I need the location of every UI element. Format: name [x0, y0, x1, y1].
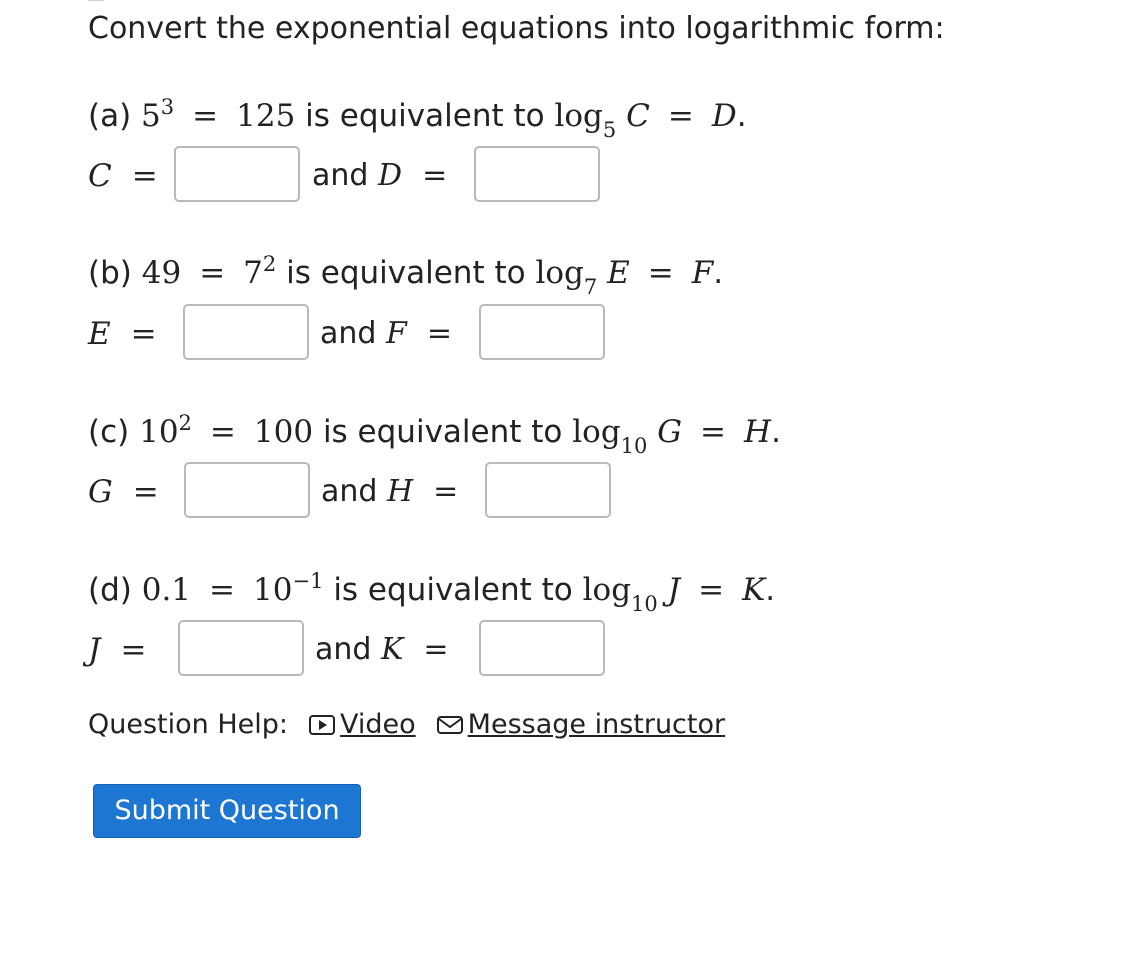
- part-a-label: (a): [88, 98, 132, 134]
- part-d-rhs: $10^{-1}$: [253, 569, 324, 608]
- part-a-rhs: 125: [236, 98, 296, 134]
- part-a-second-label: and D =: [312, 158, 448, 193]
- part-b-arg: E: [607, 255, 630, 291]
- part-b-result: F: [691, 255, 714, 291]
- part-c-g-input[interactable]: [184, 462, 310, 518]
- question-help: [88, 705, 725, 745]
- top-divider: [88, 0, 104, 1]
- part-a-arg: C: [626, 98, 650, 134]
- question-header: Convert the exponential equations into logarithmic form:: [88, 11, 945, 46]
- part-b-f-input[interactable]: [479, 304, 605, 360]
- part-c-statement: (c) $10^2 = 100$ is equivalent to $\log_{10} G = H$.: [88, 411, 781, 458]
- part-a-statement: (a) $5^3 = 125$ is equivalent to $\log_5 C = D$.: [88, 95, 747, 142]
- part-b-e-input[interactable]: [183, 304, 309, 360]
- part-c-h-input[interactable]: [485, 462, 611, 518]
- part-a-lhs: $5^3$: [141, 95, 175, 134]
- part-a-equivalent: is equivalent to: [305, 98, 545, 134]
- part-c-label: (c): [88, 414, 130, 450]
- part-c-first-label: G =: [88, 474, 159, 510]
- part-d-lhs: 0.1: [141, 572, 192, 608]
- part-a-answers: [88, 146, 648, 206]
- part-c-equivalent: is equivalent to: [322, 414, 563, 450]
- message-instructor-link[interactable]: [436, 705, 725, 745]
- part-c-lhs: $10^2$: [139, 411, 192, 450]
- part-a-d-input[interactable]: [474, 146, 600, 202]
- part-d-k-input[interactable]: [479, 620, 605, 676]
- part-d-first-label: J =: [88, 632, 147, 668]
- part-d-answers: [88, 620, 648, 680]
- part-b-log: $\log_7$: [535, 255, 598, 299]
- part-b-label: (b): [88, 255, 132, 291]
- message-instructor-label: Message instructor: [467, 709, 726, 740]
- part-d-equivalent: is equivalent to: [333, 572, 573, 608]
- video-icon: [308, 714, 336, 736]
- part-b-statement: (b) $49 = 7^2$ is equivalent to $\log_7 E = F$.: [88, 252, 724, 299]
- part-d-label: (d): [88, 572, 132, 608]
- part-a-first-label: C =: [88, 158, 158, 194]
- part-c-second-label: and H =: [321, 474, 459, 509]
- part-b-second-label: and F =: [320, 316, 452, 351]
- submit-question-button[interactable]: Submit Question: [93, 784, 361, 838]
- part-d-arg: J: [667, 572, 681, 608]
- part-a-log: $\log_5$: [554, 98, 617, 142]
- part-c-arg: G: [657, 414, 683, 450]
- part-c-rhs: 100: [253, 414, 314, 450]
- part-c-result: H: [744, 414, 772, 450]
- part-d-second-label: and K =: [315, 632, 449, 667]
- part-c-log: $\log_{10}$: [572, 414, 648, 458]
- part-b-rhs: $7^2$: [243, 252, 277, 291]
- part-b-answers: [88, 304, 648, 364]
- part-b-equivalent: is equivalent to: [286, 255, 526, 291]
- part-d-result: K: [742, 572, 766, 608]
- part-b-first-label: E =: [88, 316, 157, 352]
- video-link[interactable]: [308, 705, 416, 745]
- question-help-label: Question Help:: [88, 709, 288, 740]
- part-c-answers: [88, 462, 648, 522]
- part-b-lhs: 49: [141, 255, 182, 291]
- part-d-j-input[interactable]: [178, 620, 304, 676]
- part-d-log: $\log_{10}$: [582, 572, 658, 616]
- envelope-icon: [436, 714, 464, 736]
- part-a-c-input[interactable]: [174, 146, 300, 202]
- video-link-label: Video: [340, 709, 416, 740]
- part-a-result: D: [711, 98, 737, 134]
- part-d-statement: (d) $0.1 = 10^{-1}$ is equivalent to $\log_{10} J = K$.: [88, 569, 776, 616]
